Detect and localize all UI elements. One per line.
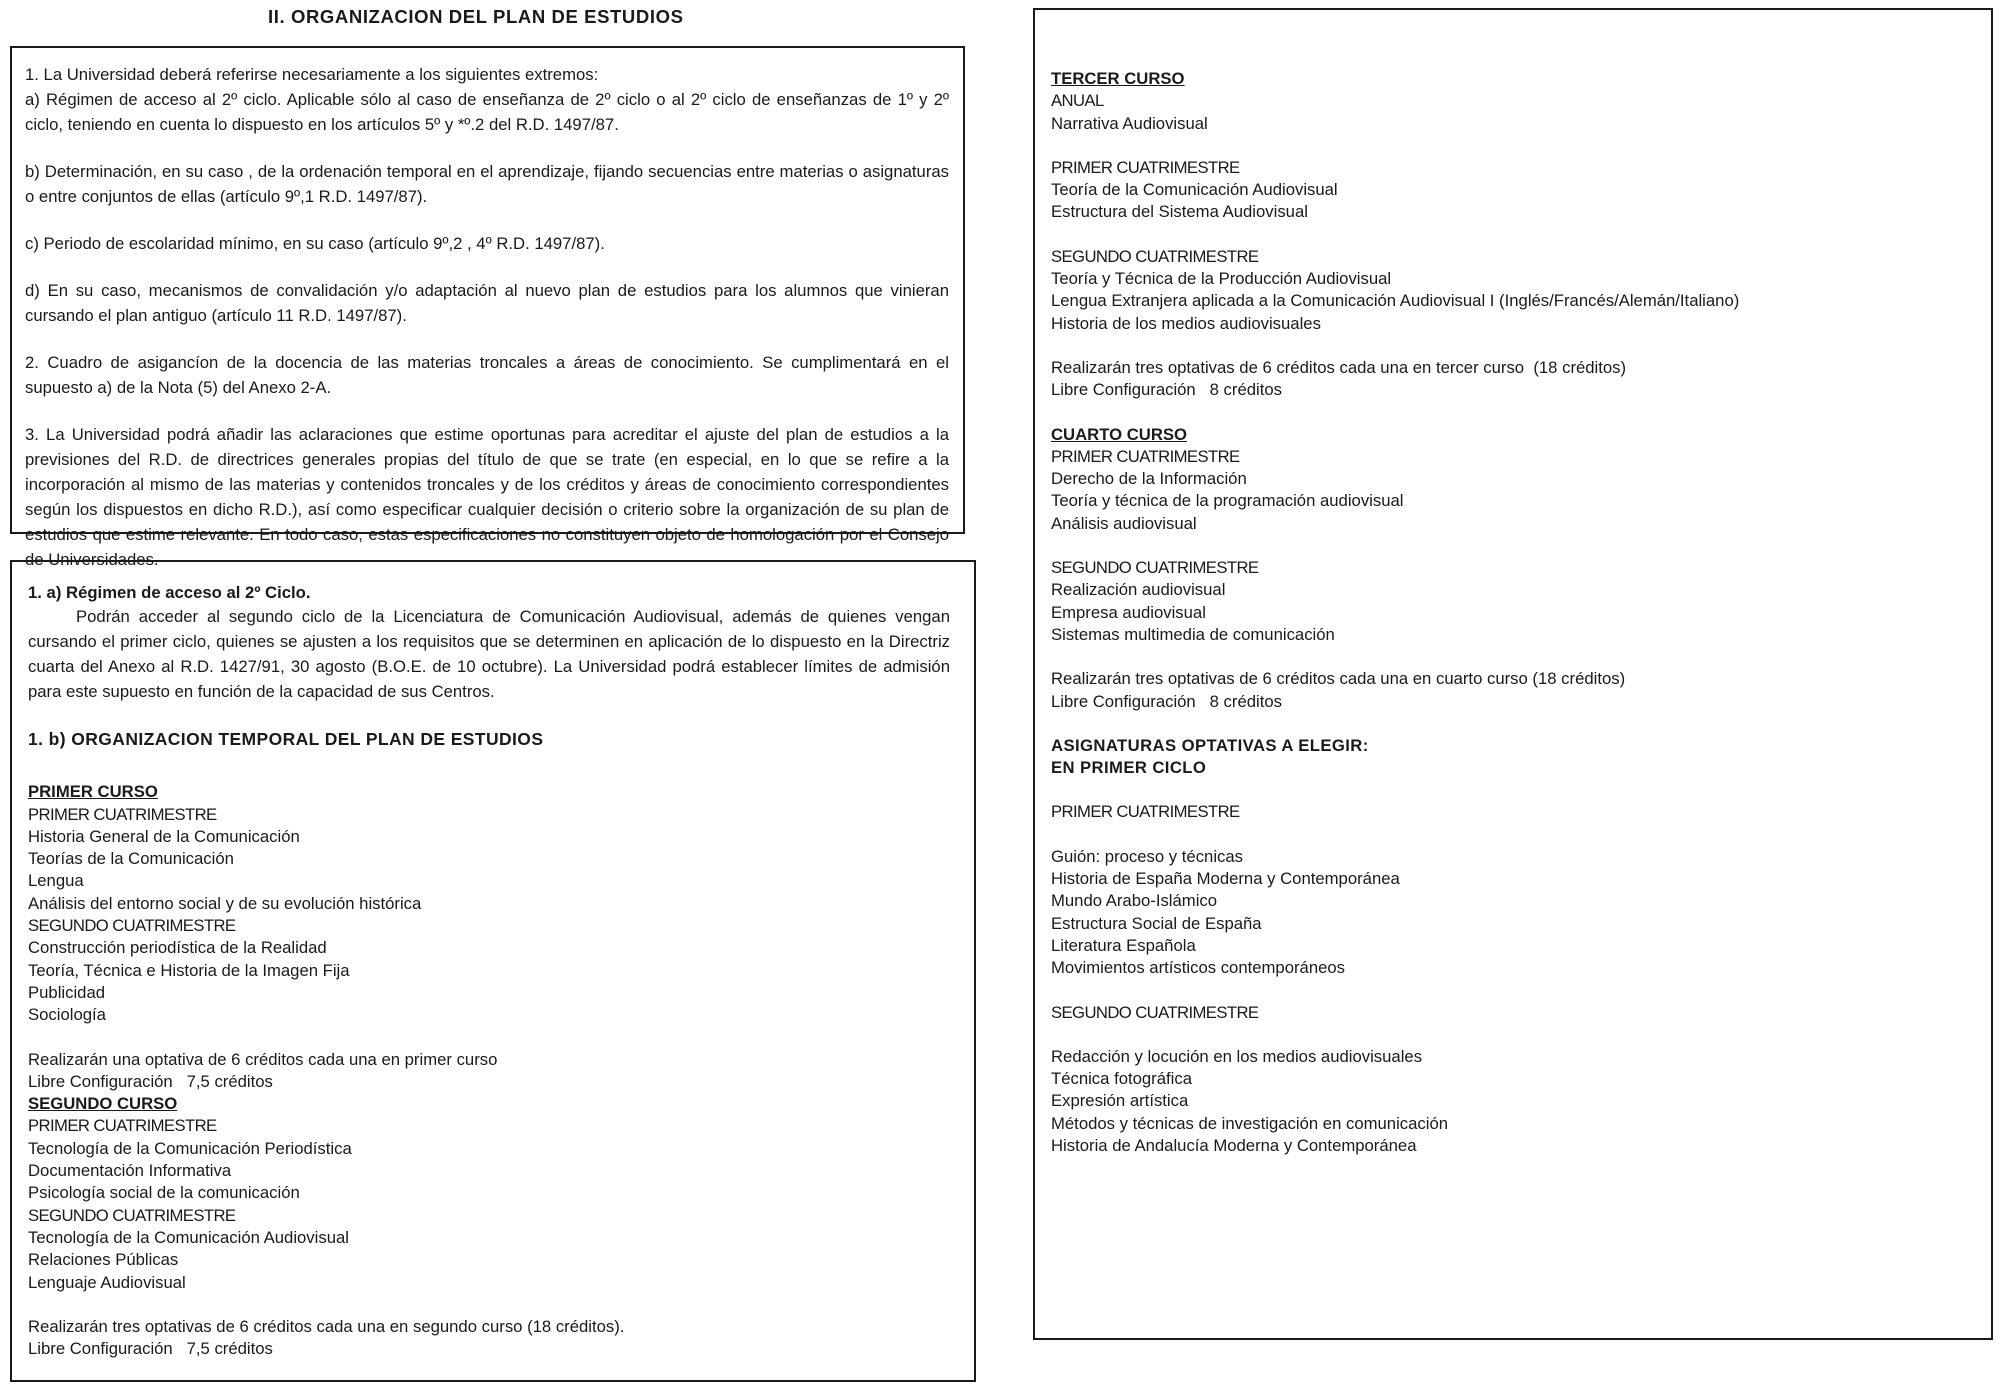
optativa-subject: Guión: proceso y técnicas — [1051, 846, 1244, 866]
optativa-subject: Métodos y técnicas de investigación en comunicación — [1051, 1113, 1449, 1133]
tercer-curso-subject: Teoría y Técnica de la Producción Audiovisual — [1051, 269, 1392, 289]
cuarto-curso-subject: Empresa audiovisual — [1051, 602, 1206, 622]
tercer-curso-title: TERCER CURSO — [1051, 69, 1185, 88]
primer-curso-sem1-label: PRIMER CUATRIMESTRE — [28, 804, 217, 824]
segundo-curso-libre: Libre Configuración 7,5 créditos — [28, 1339, 273, 1359]
organizacion-heading: 1. b) ORGANIZACION TEMPORAL DEL PLAN DE ESTUDIOS — [28, 729, 544, 750]
instruction-paragraph-2: 2. Cuadro de asigancíon de la docencia de las materias troncales a áreas de conocimiento. Se cumplimentará en el supuesto a) de la Nota (5) del Anexo 2-A. — [25, 353, 949, 397]
segundo-curso-sem1-label: PRIMER CUATRIMESTRE — [28, 1116, 217, 1136]
cuarto-curso-subject: Análisis audiovisual — [1051, 513, 1197, 533]
optativa-subject: Literatura Española — [1051, 935, 1196, 955]
primer-curso-subject: Análisis del entorno social y de su evolución histórica — [28, 893, 422, 913]
cuarto-curso-subject: Derecho de la Información — [1051, 469, 1247, 489]
tercer-curso-anual-label: ANUAL — [1051, 91, 1104, 111]
primer-curso-subject: Sociología — [28, 1005, 106, 1025]
optativa-subject: Técnica fotográfica — [1051, 1069, 1192, 1089]
primer-curso-sem2-label: SEGUNDO CUATRIMESTRE — [28, 916, 236, 936]
tercer-curso-subject: Lengua Extranjera aplicada a la Comunicación Audiovisual I (Inglés/Francés/Alemán/Italiano) — [1051, 291, 1740, 311]
optativa-subject: Expresión artística — [1051, 1091, 1189, 1111]
optativas-sem2-label: SEGUNDO CUATRIMESTRE — [1051, 1002, 1259, 1022]
tercer-curso-libre: Libre Configuración 8 créditos — [1051, 380, 1282, 400]
primer-curso-libre: Libre Configuración 7,5 créditos — [28, 1071, 273, 1091]
segundo-curso-subject: Tecnología de la Comunicación Periodística — [28, 1138, 352, 1158]
optativas-heading-1: ASIGNATURAS OPTATIVAS A ELEGIR: — [1051, 735, 1369, 755]
optativas-sem1-label: PRIMER CUATRIMESTRE — [1051, 802, 1240, 822]
segundo-curso-optativas: Realizarán tres optativas de 6 créditos cada una en segundo curso (18 créditos). — [28, 1316, 625, 1336]
optativa-subject: Historia de España Moderna y Contemporánea — [1051, 869, 1400, 889]
tercer-curso-subject: Historia de los medios audiovisuales — [1051, 313, 1321, 333]
primer-curso-subject: Publicidad — [28, 982, 106, 1002]
primer-curso-subject: Historia General de la Comunicación — [28, 826, 300, 846]
tercer-curso-optativas: Realizarán tres optativas de 6 créditos cada una en tercer curso (18 créditos) — [1051, 357, 1627, 377]
cuarto-curso-libre: Libre Configuración 8 créditos — [1051, 691, 1282, 711]
segundo-curso-subject: Relaciones Públicas — [28, 1250, 179, 1270]
instruction-paragraph-1: 1. La Universidad deberá referirse necesariamente a los siguientes extremos: a) Régimen de acceso al 2º ciclo. Aplicable sólo al caso de enseñanza de 2º ciclo o al 2º ciclo de enseñanzas de 1º y 2º ciclo, teniendo en cuenta lo dispuesto en los artículos 5º y *º.2 del R.D. 1497/87. — [25, 65, 949, 134]
cuarto-curso-sem2-label: SEGUNDO CUATRIMESTRE — [1051, 558, 1259, 578]
tercer-curso-subject: Narrativa Audiovisual — [1051, 113, 1208, 133]
primer-curso-optativas: Realizarán una optativa de 6 créditos cada una en primer curso — [28, 1049, 498, 1069]
cuarto-curso-sem1-label: PRIMER CUATRIMESTRE — [1051, 446, 1240, 466]
instructions-box — [10, 46, 965, 569]
primer-curso-subject: Construcción periodística de la Realidad — [28, 938, 327, 958]
segundo-curso-title: SEGUNDO CURSO — [28, 1094, 178, 1114]
primer-curso-subject: Teoría, Técnica e Historia de la Imagen Fija — [28, 960, 350, 980]
segundo-curso-sem2-label: SEGUNDO CUATRIMESTRE — [28, 1205, 236, 1225]
optativa-subject: Redacción y locución en los medios audiovisuales — [1051, 1046, 1423, 1066]
optativas-heading-2: EN PRIMER CICLO — [1051, 758, 1207, 778]
primer-curso-subject: Lengua — [28, 871, 84, 891]
cuarto-curso-title: CUARTO CURSO — [1051, 424, 1187, 444]
primer-curso-subject: Teorías de la Comunicación — [28, 849, 234, 869]
cuarto-curso-subject: Realización audiovisual — [1051, 580, 1226, 600]
instruction-paragraph-d: d) En su caso, mecanismos de convalidación y/o adaptación al nuevo plan de estudios para los alumnos que vinieran cursando el plan antiguo (artículo 11 R.D. 1497/87). — [25, 281, 949, 325]
instruction-paragraph-c: c) Periodo de escolaridad mínimo, en su caso (artículo 9º,2 , 4º R.D. 1497/87). — [25, 234, 605, 253]
primer-curso-title: PRIMER CURSO — [28, 782, 158, 802]
segundo-curso-subject: Documentación Informativa — [28, 1161, 232, 1181]
segundo-curso-subject: Psicología social de la comunicación — [28, 1183, 300, 1203]
cuarto-curso-subject: Sistemas multimedia de comunicación — [1051, 624, 1335, 644]
optativa-subject: Historia de Andalucía Moderna y Contemporánea — [1051, 1135, 1417, 1155]
optativa-subject: Estructura Social de España — [1051, 913, 1262, 933]
tercer-curso-subject: Teoría de la Comunicación Audiovisual — [1051, 180, 1338, 200]
plan-box-left — [10, 560, 976, 1382]
plan-box-right — [1033, 8, 1993, 1340]
tercer-curso-sem1-label: PRIMER CUATRIMESTRE — [1051, 157, 1240, 177]
segundo-curso-subject: Tecnología de la Comunicación Audiovisual — [28, 1227, 349, 1247]
optativa-subject: Movimientos artísticos contemporáneos — [1051, 958, 1346, 978]
instruction-paragraph-b: b) Determinación, en su caso , de la ordenación temporal en el aprendizaje, fijando secuencias entre materias o asignaturas o entre conjuntos de ellas (artículo 9º,1 R.D. 1497/87). — [25, 162, 949, 206]
segundo-curso-subject: Lenguaje Audiovisual — [28, 1272, 186, 1292]
cuarto-curso-optativas: Realizarán tres optativas de 6 créditos cada una en cuarto curso (18 créditos) — [1051, 669, 1626, 689]
cuarto-curso-subject: Teoría y técnica de la programación audiovisual — [1051, 491, 1404, 511]
acceso-heading: 1. a) Régimen de acceso al 2º Ciclo. — [28, 583, 311, 602]
instruction-paragraph-3: 3. La Universidad podrá añadir las aclaraciones que estime oportunas para acreditar el ajuste del plan de estudios a la previsiones del R.D. de directrices generales propias del título de que se trate (en especial, en lo que se refire a la incorporación al mismo de las materias y contenidos troncales y de los créditos y áreas de conocimiento correspondientes según los dispuestos en dicho R.D.), así como especificar cualquier decisión o criterio sobre la organización de su plan de estudios que estime relevante. En todo caso, estas especificaciones no constituyen objeto de homologación por el Consejo de Universidades. — [25, 425, 949, 569]
tercer-curso-subject: Estructura del Sistema Audiovisual — [1051, 202, 1308, 222]
optativa-subject: Mundo Arabo-Islámico — [1051, 891, 1218, 911]
tercer-curso-sem2-label: SEGUNDO CUATRIMESTRE — [1051, 246, 1259, 266]
acceso-text: Podrán acceder al segundo ciclo de la Licenciatura de Comunicación Audiovisual, además de quienes vengan cursando el primer ciclo, quienes se ajusten a los requisitos que se determinen en aplicación de lo dispuesto en la Directriz cuarta del Anexo al R.D. 1427/91, 30 agosto (B.O.E. de 10 octubre). La Universidad podrá establecer límites de admisión para este supuesto en función de la capacidad de sus Centros. — [28, 607, 950, 702]
page-title: II. ORGANIZACION DEL PLAN DE ESTUDIOS — [268, 6, 684, 27]
